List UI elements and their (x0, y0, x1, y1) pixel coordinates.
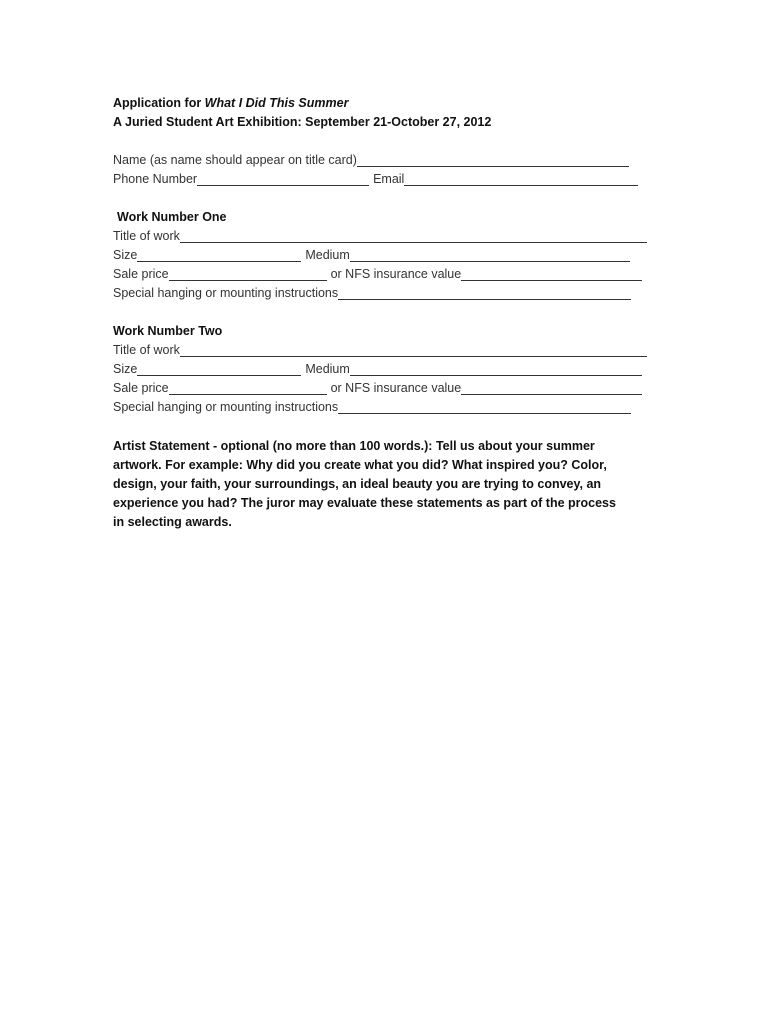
phone-email-row (113, 170, 663, 189)
artist-statement-line: design, your faith, your surroundings, an ideal beauty you are trying to convey, an (113, 477, 602, 491)
email-field[interactable] (404, 171, 638, 186)
application-form (113, 94, 663, 532)
work-one-title-field[interactable] (180, 228, 647, 243)
work-one-medium-label: Medium (305, 248, 350, 262)
work-two-title-field[interactable] (180, 342, 647, 357)
artist-statement-line: in selecting awards. (113, 515, 232, 529)
work-two-size-field[interactable] (137, 361, 301, 376)
work-one-medium-field[interactable] (350, 247, 630, 262)
artist-statement-line: experience you had? The juror may evaluate these statements as part of the process (113, 496, 616, 510)
work-one-price-label: Sale price (113, 267, 169, 281)
work-one-size-label: Size (113, 248, 138, 262)
work-one-hanging-row (113, 284, 663, 303)
work-one-heading: Work Number One (117, 210, 227, 224)
work-two-title-label: Title of work (113, 343, 180, 357)
work-one-price-row (113, 265, 663, 284)
artist-statement-line: artwork. For example: Why did you create what you did? What inspired you? Color, (113, 458, 607, 472)
work-two-medium-label: Medium (305, 362, 350, 376)
work-two-medium-field[interactable] (350, 361, 642, 376)
work-two-price-label: Sale price (113, 381, 169, 395)
work-two-nfs-field[interactable] (461, 380, 642, 395)
work-one-title-label: Title of work (113, 229, 180, 243)
form-title (113, 94, 663, 113)
work-one-hanging-label: Special hanging or mounting instructions (113, 286, 339, 300)
work-two-size-row (113, 360, 663, 379)
work-one-price-field[interactable] (169, 266, 327, 281)
work-one-nfs-label: or NFS insurance value (330, 267, 462, 281)
work-two-size-label: Size (113, 362, 138, 376)
work-two-hanging-label: Special hanging or mounting instructions (113, 400, 339, 414)
artist-statement-line: Artist Statement - optional (no more than 100 words.): Tell us about your summer (113, 439, 595, 453)
phone-label: Phone Number (113, 172, 198, 186)
form-subtitle: A Juried Student Art Exhibition: September 21-October 27, 2012 (113, 115, 492, 129)
work-two-hanging-row (113, 398, 663, 417)
work-two-price-field[interactable] (169, 380, 327, 395)
work-one-size-field[interactable] (137, 247, 301, 262)
form-title-prefix: Application for (113, 96, 205, 110)
work-two-nfs-label: or NFS insurance value (330, 381, 462, 395)
work-two-heading: Work Number Two (113, 324, 223, 338)
email-label: Email (373, 172, 405, 186)
artist-statement (113, 437, 653, 532)
name-row (113, 151, 663, 170)
work-one-size-row (113, 246, 663, 265)
work-one-nfs-field[interactable] (461, 266, 642, 281)
work-two-title-row (113, 341, 663, 360)
name-label: Name (as name should appear on title card) (113, 153, 357, 167)
name-field[interactable] (357, 152, 629, 167)
work-one-title-row (113, 227, 663, 246)
exhibition-name: What I Did This Summer (204, 96, 349, 110)
work-one-hanging-field[interactable] (338, 285, 631, 300)
work-two-price-row (113, 379, 663, 398)
phone-field[interactable] (197, 171, 369, 186)
work-two-hanging-field[interactable] (338, 399, 631, 414)
